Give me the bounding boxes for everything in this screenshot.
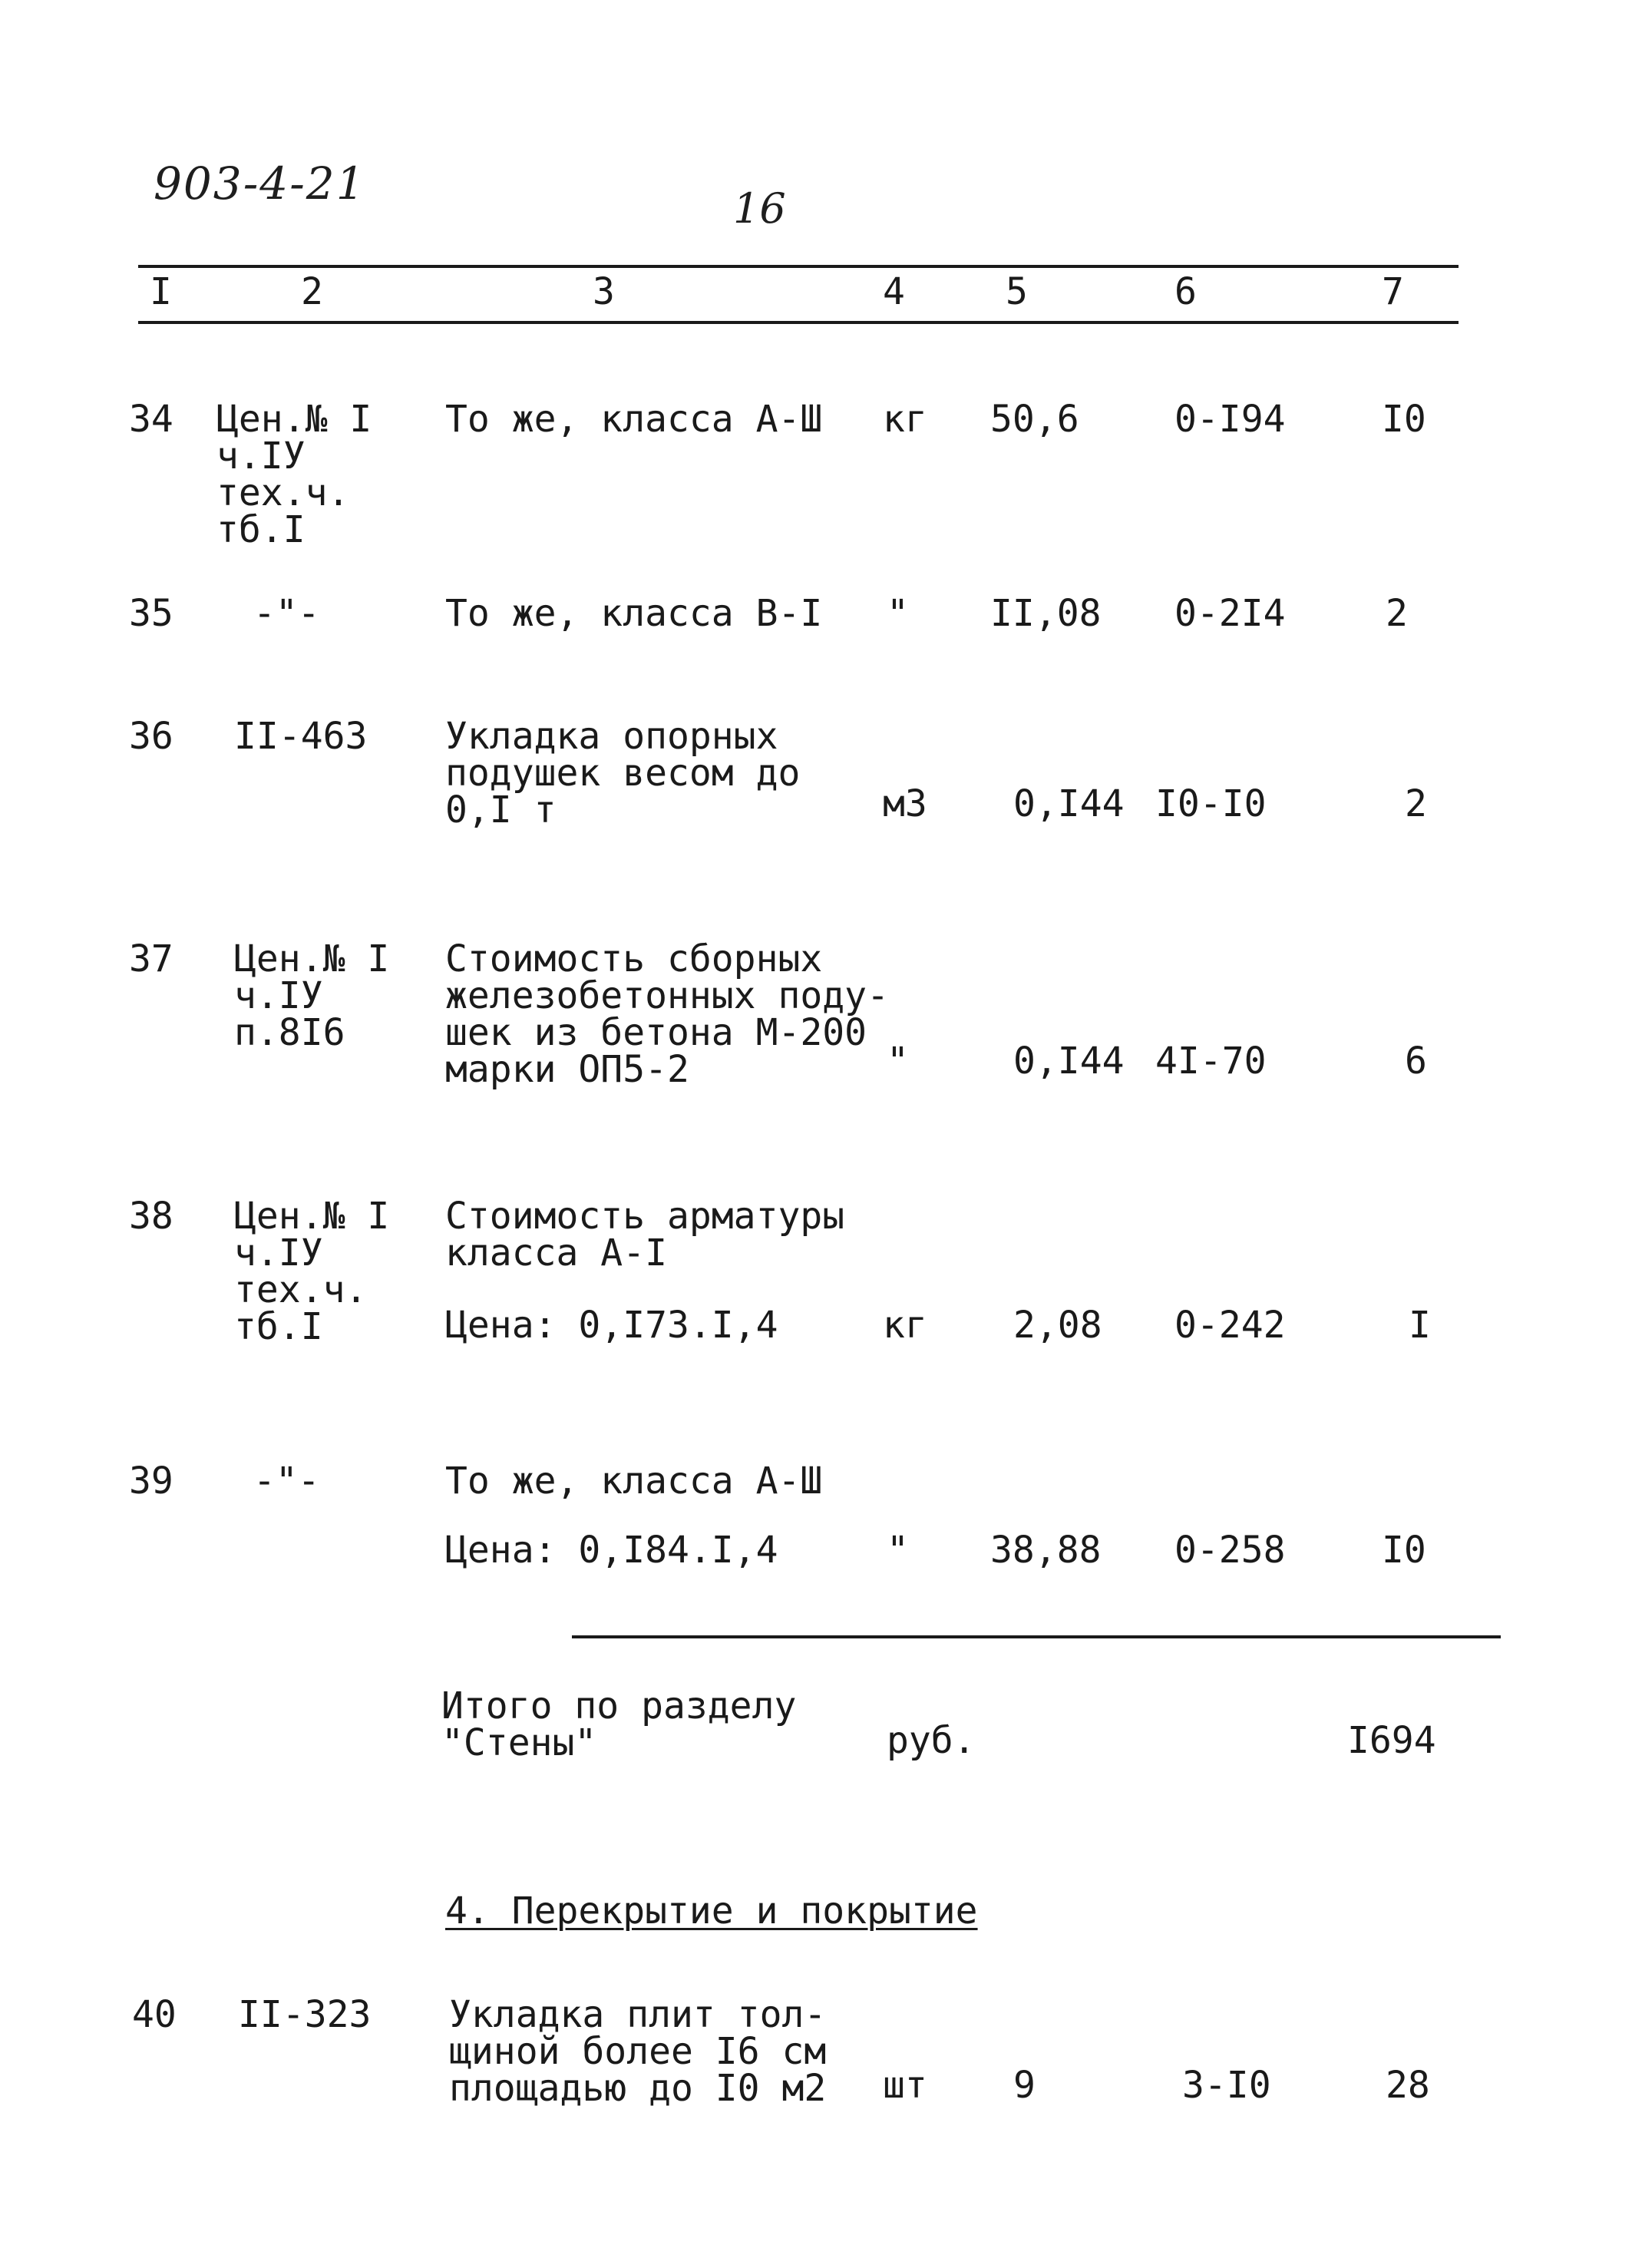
row-36-no: 36	[129, 715, 173, 758]
document-code: 903-4-21	[154, 157, 366, 210]
row-38-price: 0-242	[1174, 1304, 1286, 1347]
row-37-desc: Стоимость сборных железобетонных поду- шек из бетона М-200 марки ОП5-2	[445, 937, 889, 1091]
column-header-3: 3	[593, 270, 615, 313]
column-header-6: 6	[1174, 270, 1197, 313]
row-34-price: 0-I94	[1174, 398, 1286, 441]
column-header-4: 4	[883, 270, 905, 313]
row-36-price: I0-I0	[1155, 782, 1267, 825]
row-37-no: 37	[129, 937, 173, 980]
subtotal-unit: руб.	[887, 1719, 976, 1762]
row-35-total: 2	[1386, 592, 1408, 635]
column-header-1: I	[150, 270, 172, 313]
subtotal-label: Итого по разделу "Стены"	[441, 1684, 797, 1764]
row-37-price: 4I-70	[1155, 1040, 1267, 1083]
row-40-price: 3-I0	[1182, 2064, 1271, 2107]
row-38-unit: кг	[883, 1304, 927, 1347]
row-34-desc: То же, класса А-Ш	[445, 398, 823, 441]
table-header-bottom-rule	[138, 321, 1459, 324]
row-34-no: 34	[129, 398, 173, 441]
subtotal-rule	[572, 1635, 1501, 1638]
row-40-desc: Укладка плит тол- щиной более I6 см площадью до I0 м2	[449, 1993, 827, 2110]
row-37-unit: "	[887, 1040, 909, 1083]
row-36-qty: 0,I44	[1013, 782, 1125, 825]
row-38-price-formula: Цена: 0,I73.I,4	[445, 1304, 778, 1347]
row-39-no: 39	[129, 1460, 173, 1503]
row-39-total: I0	[1382, 1529, 1426, 1572]
row-38-total: I	[1409, 1304, 1431, 1347]
row-35-unit: "	[887, 592, 909, 635]
row-35-desc: То же, класса В-I	[445, 592, 823, 635]
row-40-no: 40	[132, 1993, 177, 2036]
row-39-price: 0-258	[1174, 1529, 1286, 1572]
row-40-qty: 9	[1013, 2064, 1036, 2107]
row-39-qty: 38,88	[990, 1529, 1102, 1572]
row-40-unit: шт	[883, 2064, 927, 2107]
row-39-price-formula: Цена: 0,I84.I,4	[445, 1529, 778, 1572]
row-38-no: 38	[129, 1195, 173, 1238]
row-39-desc: То же, класса А-Ш	[445, 1460, 823, 1503]
row-34-total: I0	[1382, 398, 1426, 441]
column-header-7: 7	[1382, 270, 1404, 313]
subtotal-total: I694	[1347, 1719, 1436, 1762]
row-39-unit: "	[887, 1529, 909, 1572]
row-35-ref: -"-	[253, 592, 320, 635]
section-heading: 4. Перекрытие и покрытие	[445, 1889, 978, 1932]
column-header-5: 5	[1006, 270, 1028, 313]
row-36-desc: Укладка опорных подушек весом до 0,I т	[445, 715, 801, 831]
row-37-qty: 0,I44	[1013, 1040, 1125, 1083]
row-36-ref: II-463	[234, 715, 368, 758]
row-38-qty: 2,08	[1013, 1304, 1102, 1347]
table-top-rule	[138, 265, 1459, 268]
row-40-total: 28	[1386, 2064, 1430, 2107]
row-35-qty: II,08	[990, 592, 1102, 635]
row-34-unit: кг	[883, 398, 927, 441]
row-37-ref: Цен.№ I ч.IУ п.8I6	[234, 937, 390, 1054]
row-37-total: 6	[1405, 1040, 1427, 1083]
row-40-ref: II-323	[238, 1993, 372, 2036]
row-38-desc: Стоимость арматуры класса А-I	[445, 1195, 845, 1275]
page-number: 16	[733, 184, 786, 233]
row-35-no: 35	[129, 592, 173, 635]
row-36-unit: м3	[883, 782, 927, 825]
row-34-ref: Цен.№ I ч.IУ тех.ч. тб.I	[216, 398, 372, 551]
row-35-price: 0-2I4	[1174, 592, 1286, 635]
row-38-ref: Цен.№ I ч.IУ тех.ч. тб.I	[234, 1195, 390, 1348]
row-34-qty: 50,6	[990, 398, 1079, 441]
row-36-total: 2	[1405, 782, 1427, 825]
column-header-2: 2	[301, 270, 323, 313]
row-39-ref: -"-	[253, 1460, 320, 1503]
